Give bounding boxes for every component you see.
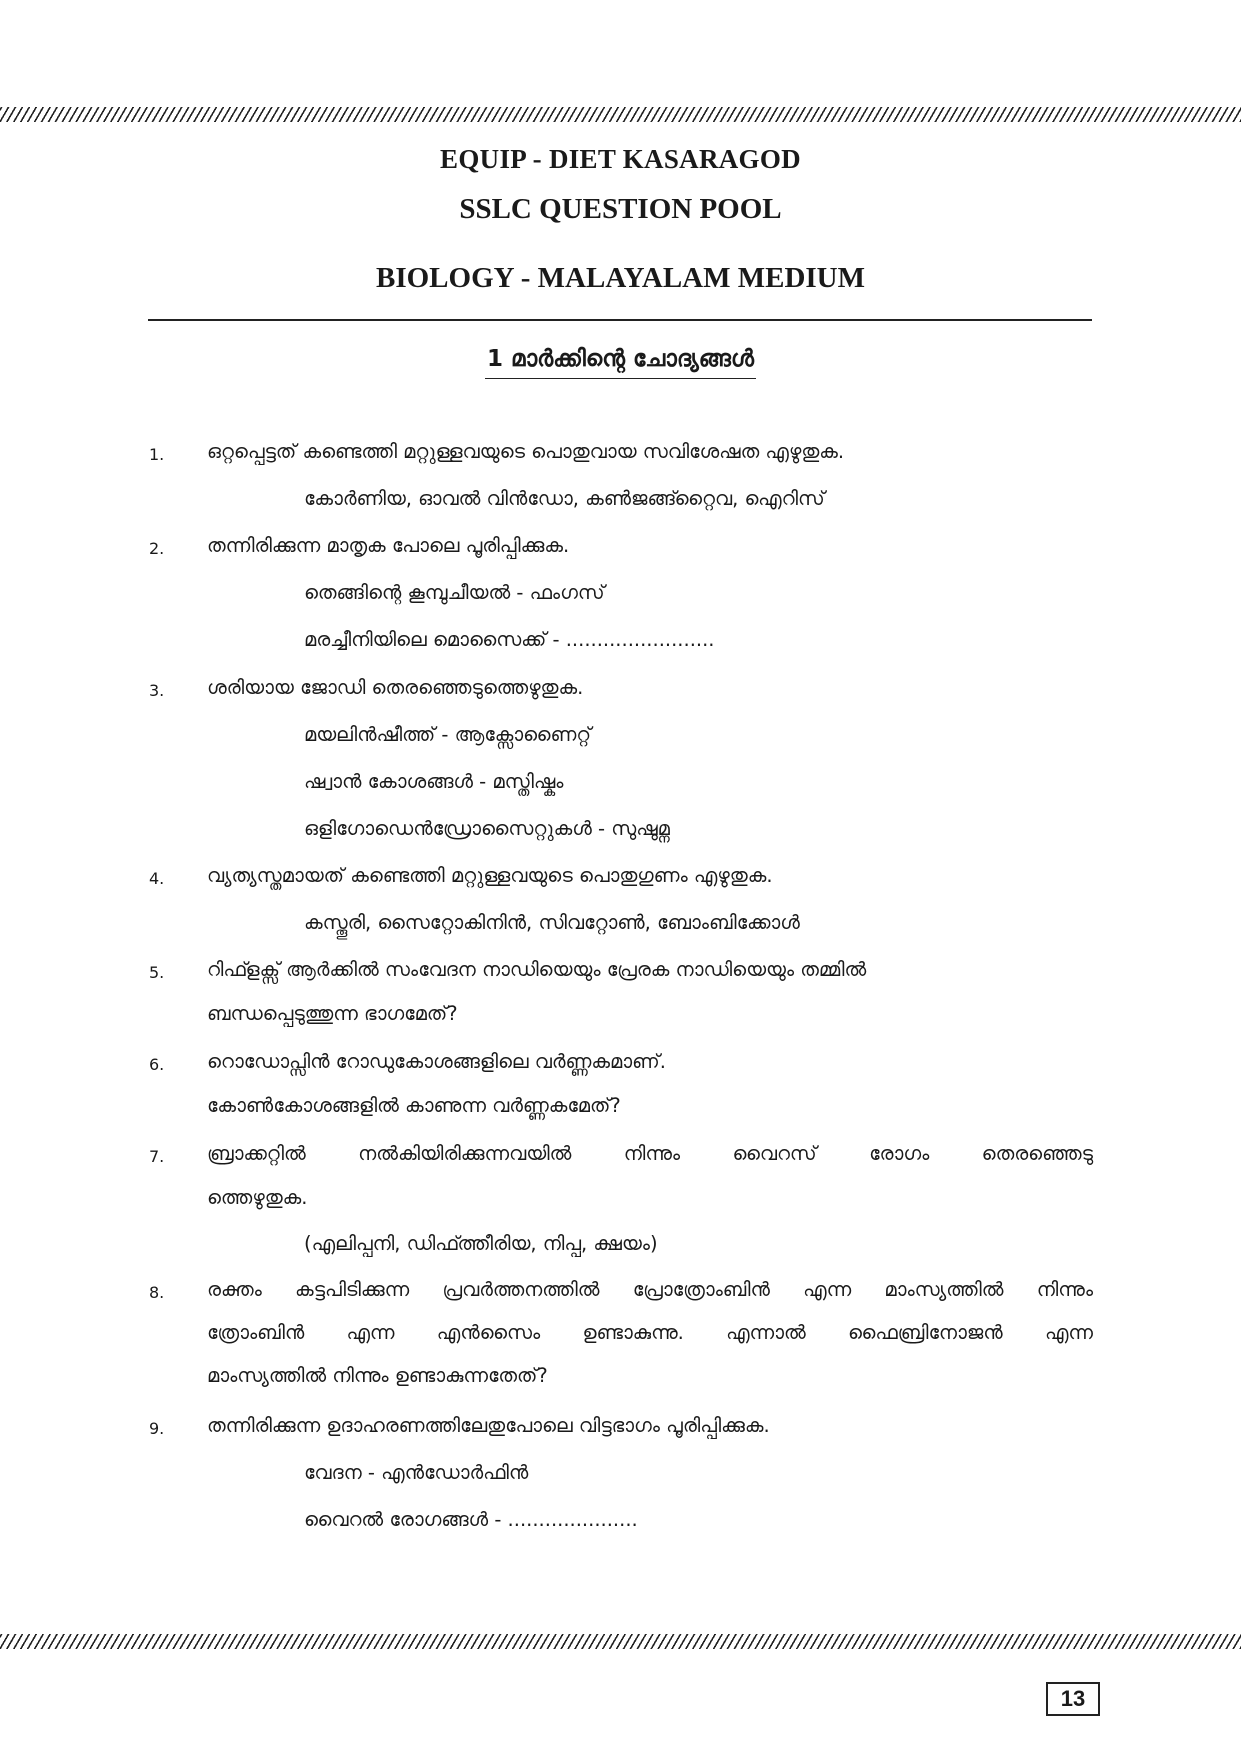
question-option: വൈറൽ രോഗങ്ങൾ - ..................... [304,1508,638,1531]
section-title-text: 1 മാർക്കിന്റെ ചോദ്യങ്ങൾ [485,346,756,379]
question-number: 9. [149,1419,165,1438]
question-number: 4. [149,869,165,888]
top-hatch-border [0,107,1241,122]
question-number: 8. [149,1283,165,1302]
question-text-line: ത്രോംബിൻ എന്ന എൻസൈം ഉണ്ടാകുന്നു. എന്നാൽ ഫൈബ്രിനോജൻ എന്ന [207,1321,1093,1344]
question-option: മരച്ചീനിയിലെ മൊസൈക്ക് - ........................ [304,628,715,651]
question-text: ഒറ്റപ്പെട്ടത് കണ്ടെത്തി മറ്റുള്ളവയുടെ പൊതുവായ സവിശേഷത എഴുതുക. [207,440,845,463]
question-option: മയലിൻഷീത്ത് - ആക്സോണൈറ്റ് [304,723,592,746]
question-number: 5. [149,963,165,982]
question-text-line: റിഫ്ളക്സ് ആർക്കിൽ സംവേദന നാഡിയെയും പ്രേരക നാഡിയെയും തമ്മിൽ [207,958,867,981]
question-number: 7. [149,1147,165,1166]
question-text: വ്യത്യസ്തമായത് കണ്ടെത്തി മറ്റുള്ളവയുടെ പൊതുഗുണം എഴുതുക. [207,864,773,887]
question-number: 3. [149,681,165,700]
header-divider [148,319,1092,321]
question-text-line: റൊഡോപ്സിൻ റോഡുകോശങ്ങളിലെ വർണ്ണകമാണ്. [207,1050,666,1073]
question-option: ഷ്വാൻ കോശങ്ങൾ - മസ്തിഷ്കം [304,770,564,793]
question-number: 1. [149,445,165,464]
page-number: 13 [1046,1682,1100,1716]
question-option: (എലിപ്പനി, ഡിഫ്ത്തീരിയ, നിപ്പ, ക്ഷയം) [304,1232,658,1255]
question-text-line: മാംസ്യത്തിൽ നിന്നും ഉണ്ടാകുന്നതേത്? [207,1364,548,1387]
question-number: 6. [149,1055,165,1074]
subject-title: BIOLOGY - MALAYALAM MEDIUM [376,262,865,294]
question-number: 2. [149,539,165,558]
question-option: കോർണിയ, ഓവൽ വിൻഡോ, കൺജങ്ങ്റ്റൈവ, ഐറിസ് [304,487,825,510]
question-text-line: ബന്ധപ്പെടുത്തുന്ന ഭാഗമേത്? [207,1002,458,1025]
question-text-line: ത്തെഴുതുക. [207,1186,308,1209]
question-option: തെങ്ങിന്റെ കൂമ്പുചീയൽ - ഫംഗസ് [304,581,605,604]
bottom-hatch-border [0,1634,1241,1649]
question-option: വേദന - എൻഡോർഫിൻ [304,1461,529,1484]
question-text: ശരിയായ ജോഡി തെരഞ്ഞെടുത്തെഴുതുക. [207,676,584,699]
question-text-line: കോൺകോശങ്ങളിൽ കാണുന്ന വർണ്ണകമേത്? [207,1094,621,1117]
question-text-line: ബ്രാക്കറ്റിൽ നൽകിയിരിക്കുന്നവയിൽ നിന്നും വൈറസ് രോഗം തെരഞ്ഞെടു [207,1142,1093,1165]
header-title: EQUIP - DIET KASARAGOD [440,144,801,174]
question-text: തന്നിരിക്കുന്ന മാതൃക പോലെ പൂരിപ്പിക്കുക. [207,534,570,557]
question-text-line: രക്തം കട്ടപിടിക്കുന്ന പ്രവർത്തനത്തിൽ പ്രോത്രോംബിൻ എന്ന മാംസ്യത്തിൽ നിന്നും [207,1278,1093,1301]
question-text: തന്നിരിക്കുന്ന ഉദാഹരണത്തിലേതുപോലെ വിട്ടഭാഗം പൂരിപ്പിക്കുക. [207,1414,770,1437]
question-option: ഒളിഗോഡെൻഡ്രോസൈറ്റുകൾ - സുഷുമ്ന [304,817,670,840]
question-option: കസ്തൂരി, സൈറ്റോകിനിൻ, സിവറ്റോൺ, ബോംബിക്കോൾ [304,911,800,934]
header-subtitle: SSLC QUESTION POOL [459,193,782,225]
section-title [0,346,1241,379]
